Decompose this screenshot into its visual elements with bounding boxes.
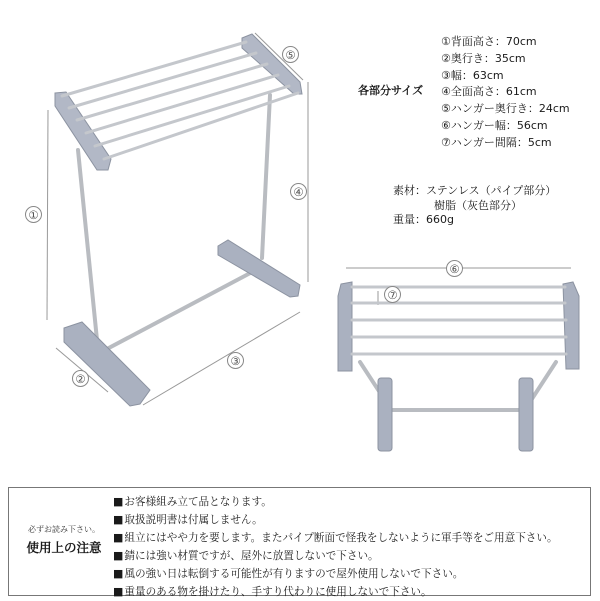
right-foot: [218, 240, 300, 297]
notice-heading: [14, 524, 114, 556]
base-bar: [105, 270, 256, 350]
spec-item: ②奥行き：35cm: [441, 51, 526, 65]
spec-title: 各部分サイズ: [358, 84, 424, 97]
dimension-marker-1: ①: [25, 206, 42, 223]
spec-item: ④全面高さ：61cm: [441, 85, 537, 99]
front-left-panel: [338, 282, 352, 371]
notice-item: ■ 取扱説明書は付属しません。: [113, 511, 558, 529]
weight-line: 重量：660g: [393, 213, 454, 227]
front-left-foot: [378, 378, 392, 451]
notice-subtitle: 必ずお読み下さい。: [28, 525, 100, 534]
notice-item: ■ 重量のある物を掛けたり、手すり代わりに使用しないで下さい。: [113, 583, 558, 601]
spec-item: ⑥ハンガー幅：56cm: [441, 118, 548, 132]
uprights: [78, 95, 270, 340]
material-line-1: 素材：ステンレス（パイプ部分）: [393, 184, 557, 197]
notice-item: ■ 錆には強い材質ですが、屋外に放置しないで下さい。: [113, 547, 558, 565]
spec-item: ③幅：63cm: [441, 68, 504, 82]
front-view-drawing: [338, 268, 579, 451]
dimension-marker-4: ④: [290, 183, 307, 200]
notice-title: 使用上の注意: [26, 540, 102, 555]
material-line-2: 樹脂（灰色部分）: [434, 198, 522, 212]
notice-item: ■ 風の強い日は転倒する可能性が有りますので屋外使用しないで下さい。: [113, 565, 558, 583]
material-info: [393, 184, 556, 228]
right-top-panel: [242, 34, 302, 94]
dimension-marker-6: ⑥: [446, 260, 463, 277]
spec-list: [441, 34, 570, 152]
front-right-foot: [519, 378, 533, 451]
dimension-marker-2: ②: [72, 370, 89, 387]
spec-item: ⑤ハンガー奥行き：24cm: [441, 102, 570, 116]
notice-list: [113, 493, 558, 601]
spec-item: ⑦ハンガー間隔：5cm: [441, 135, 552, 149]
notice-item: ■ お客様組み立て品となります。: [113, 493, 558, 511]
dimension-marker-5: ⑤: [282, 46, 299, 63]
notice-item: ■ 組立にはやや力を要します。またパイプ断面で怪我をしないように軍手等をご用意下さい。: [113, 529, 558, 547]
dimension-marker-3: ③: [227, 352, 244, 369]
dimension-marker-7: ⑦: [384, 286, 401, 303]
front-right-panel: [563, 282, 579, 369]
spec-item: ①背面高さ：70cm: [441, 35, 537, 48]
